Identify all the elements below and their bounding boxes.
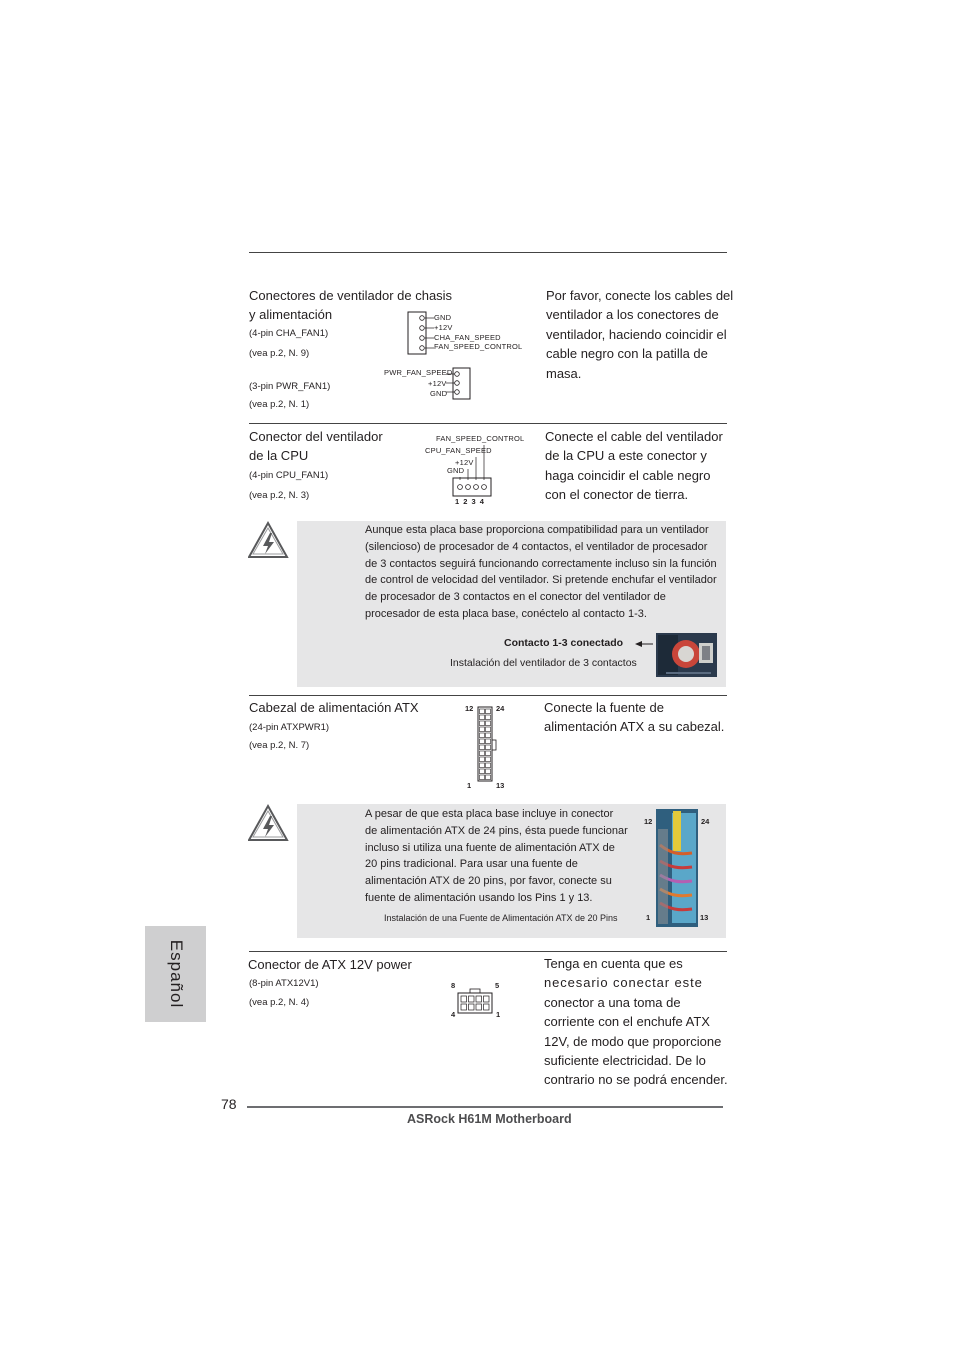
fan-connector-photo xyxy=(656,633,717,677)
atx24-pin xyxy=(480,733,485,738)
atx24-pin xyxy=(486,763,491,768)
pwr-pin-12v: +12V xyxy=(428,379,447,388)
warning-icon xyxy=(248,803,290,843)
fan-3pin-install-caption: Instalación del ventilador de 3 contactos xyxy=(450,657,637,669)
cha-pin-gnd: GND xyxy=(434,313,452,322)
atx-photo-pin-12: 12 xyxy=(644,817,653,826)
pwr-fan-name: (3-pin PWR_FAN1) xyxy=(249,381,331,392)
cha-pin-control: FAN_SPEED_CONTROL xyxy=(434,342,523,351)
atx-pin-12: 12 xyxy=(465,704,474,713)
chassis-fan-description: Por favor, conecte los cables del ventilador a los conectores de ventilador, haciendo coincidir el cable negro con la patilla de masa. xyxy=(546,288,734,381)
cpu-fan-connector-diagram xyxy=(451,440,495,498)
page-number: 78 xyxy=(221,1096,237,1112)
cpu-pin-12v: +12V xyxy=(455,458,474,467)
pin-1-3-connected-label: Contacto 1-3 conectado xyxy=(504,637,624,649)
atx-pin-1: 1 xyxy=(467,781,472,790)
atx-connector-photo xyxy=(656,809,698,927)
cha-fan-ref: (vea p.2, N. 9) xyxy=(249,348,310,359)
atx24-pin xyxy=(480,727,485,732)
atx24-pin xyxy=(486,769,491,774)
atx24-pin xyxy=(480,709,485,714)
arrow-left-icon xyxy=(634,639,654,649)
atx24-pin xyxy=(480,769,485,774)
atx-photo-pin-13: 13 xyxy=(700,913,709,922)
atx-photo-pin-1: 1 xyxy=(646,913,651,922)
pwr-pin-speed: PWR_FAN_SPEED xyxy=(384,368,453,377)
cha-fan-name: (4-pin CHA_FAN1) xyxy=(249,328,329,339)
atx24-pin xyxy=(486,733,491,738)
section-divider xyxy=(249,951,727,952)
atx24-pin xyxy=(486,721,491,726)
pwr-fan-connector-diagram xyxy=(446,367,474,401)
atx24-pin xyxy=(486,775,491,780)
cpu-pin-gnd: GND xyxy=(447,466,465,475)
atx12v-pin-1: 1 xyxy=(496,1010,501,1019)
warning-icon xyxy=(248,520,290,560)
cpu-fan-description: Conecte el cable del ventilador de la CPU a este conector y haga coincidir el cable negro con el conector de tierra. xyxy=(545,429,723,503)
atx12v-name: (8-pin ATX12V1) xyxy=(249,978,319,989)
atx24-pin xyxy=(480,751,485,756)
atx24-pin xyxy=(486,709,491,714)
atx24-pin xyxy=(480,721,485,726)
atx-description: Conecte la fuente de alimentación ATX a su cabezal. xyxy=(544,700,725,735)
chassis-fan-title: Conectores de ventilador de chasis y alimentación xyxy=(249,288,453,322)
cha-fan-connector-diagram xyxy=(405,310,435,356)
cha-pin-speed: CHA_FAN_SPEED xyxy=(434,333,501,342)
atx-title: Cabezal de alimentación ATX xyxy=(249,700,419,715)
section-divider xyxy=(249,423,727,424)
atx-name: (24-pin ATXPWR1) xyxy=(249,722,330,733)
language-side-tab: Español xyxy=(145,926,206,1022)
pwr-fan-ref: (vea p.2, N. 1) xyxy=(249,399,310,410)
atx12v-ref: (vea p.2, N. 4) xyxy=(249,997,310,1008)
cpu-pin-control: FAN_SPEED_CONTROL xyxy=(436,434,525,443)
atx-pin-24: 24 xyxy=(496,704,505,713)
atx24-pin xyxy=(480,757,485,762)
atx12v-8pin-connector-diagram xyxy=(457,988,493,1014)
section-divider xyxy=(249,695,727,696)
cha-pin-12v: +12V xyxy=(434,323,453,332)
atx-photo-pin-24: 24 xyxy=(701,817,710,826)
cpu-pin-speed: CPU_FAN_SPEED xyxy=(425,446,492,455)
atx12v-pin-5: 5 xyxy=(495,981,500,990)
atx24-pin xyxy=(486,757,491,762)
cpu-fan-ref: (vea p.2, N. 3) xyxy=(249,490,310,501)
atx-24pin-connector-diagram xyxy=(476,706,498,782)
atx24-pin xyxy=(486,715,491,720)
atx12v-pin-4: 4 xyxy=(451,1010,456,1019)
atx24-pin xyxy=(480,775,485,780)
atx24-pin xyxy=(486,751,491,756)
atx-ref: (vea p.2, N. 7) xyxy=(249,740,310,751)
atx24-latch xyxy=(492,740,496,750)
atx24-pin xyxy=(480,763,485,768)
atx24-pin xyxy=(480,715,485,720)
atx24-pin xyxy=(486,739,491,744)
cpu-fan-title: Conector del ventilador de la CPU xyxy=(249,429,383,463)
footer-product: ASRock H61M Motherboard xyxy=(407,1112,572,1126)
pwr-pin-gnd: GND xyxy=(430,389,448,398)
atx-20pin-install-caption: Instalación de una Fuente de Alimentación ATX de 20 Pins xyxy=(384,913,618,923)
cpu-fan-name: (4-pin CPU_FAN1) xyxy=(249,470,329,481)
footer-rule xyxy=(247,1106,723,1108)
atx-pin-13: 13 xyxy=(496,781,505,790)
cpu-fan-note-text: Aunque esta placa base proporciona compatibilidad para un ventilador (silencioso) de procesador de 4 contactos, el ventilador de procesador de 3 contactos seguirá funcionando correctamente incluso sin la función de control de velocidad del ventilador. Si pretende enchufar el ventilador de procesador de 3 contactos en el conector del ventilador de procesador de esta placa base, conéctelo al contacto 1-3. xyxy=(365,524,717,620)
atx12v-description: Tenga en cuenta que es necesario conectar este conector a una toma de corriente con el enchufe ATX 12V, de modo que proporcione suficiente electricidad. De lo contrario no se podrá encender. xyxy=(544,956,728,1088)
cpu-pin-numbers: 1 2 3 4 xyxy=(455,497,484,506)
atx24-pin xyxy=(486,745,491,750)
top-rule xyxy=(249,252,727,253)
atx24-pin xyxy=(486,727,491,732)
atx12v-title: Conector de ATX 12V power xyxy=(248,957,412,972)
atx24-pin xyxy=(480,745,485,750)
atx12v-pin-8: 8 xyxy=(451,981,456,990)
atx24-housing xyxy=(478,707,492,781)
atx-note-text: A pesar de que esta placa base incluye in conector de alimentación ATX de 24 pins, ésta puede funcionar incluso si utiliza una fuente de alimentación ATX de 20 pins tradicional. Para usar una fuente de alimentación ATX de 20 pins, por favor, conecte su fuente de alimentación usando los Pins 1 y 13. xyxy=(365,808,628,904)
atx24-pin xyxy=(480,739,485,744)
